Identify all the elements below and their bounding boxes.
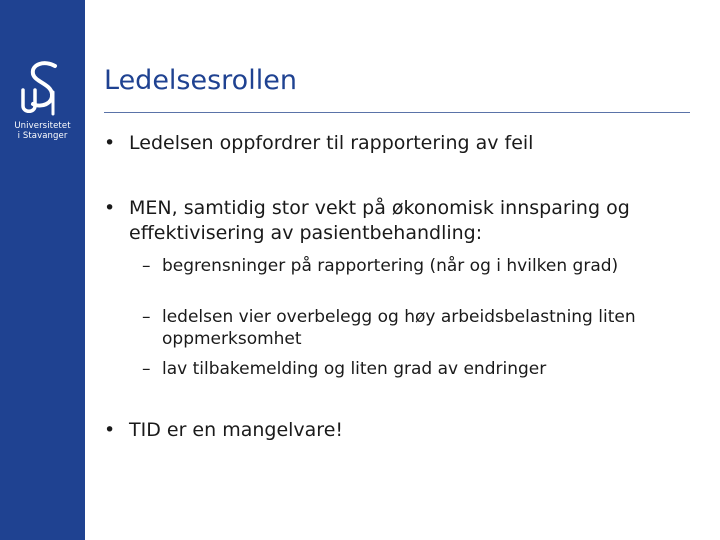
bullet-text: TID er en mangelvare! [129,419,344,441]
sub-bullet-item [142,306,702,350]
sub-bullet-item [142,358,702,380]
sub-bullet-text: lav tilbakemelding og liten grad av endringer [162,359,547,379]
sub-bullet-item [142,255,702,277]
logo-name-line-2: i Stavanger [17,131,68,141]
bullet-text: MEN, samtidig stor vekt på økonomisk innsparing og effektivisering av pasientbehandling: [129,197,630,244]
brand-sidebar [0,0,85,540]
bullet-dot-icon: • [104,419,116,441]
bullet-item [104,418,704,443]
bullet-text: Ledelsen oppfordrer til rapportering av feil [129,132,534,154]
logo-name-line-1: Universitetet [14,121,71,131]
bullet-dot-icon: • [104,197,116,219]
dash-icon: – [142,359,151,379]
dash-icon: – [142,256,151,276]
bullet-item [104,196,704,246]
university-logo-icon [0,60,85,120]
sub-bullet-text: begrensninger på rapportering (når og i hvilken grad) [162,256,619,276]
slide-title: Ledelsesrollen [104,65,297,96]
bullet-dot-icon: • [104,132,116,154]
title-divider [104,112,690,113]
bullet-item [104,131,704,156]
sub-bullet-text: ledelsen vier overbelegg og høy arbeidsbelastning liten oppmerksomhet [162,307,636,349]
dash-icon: – [142,307,151,327]
